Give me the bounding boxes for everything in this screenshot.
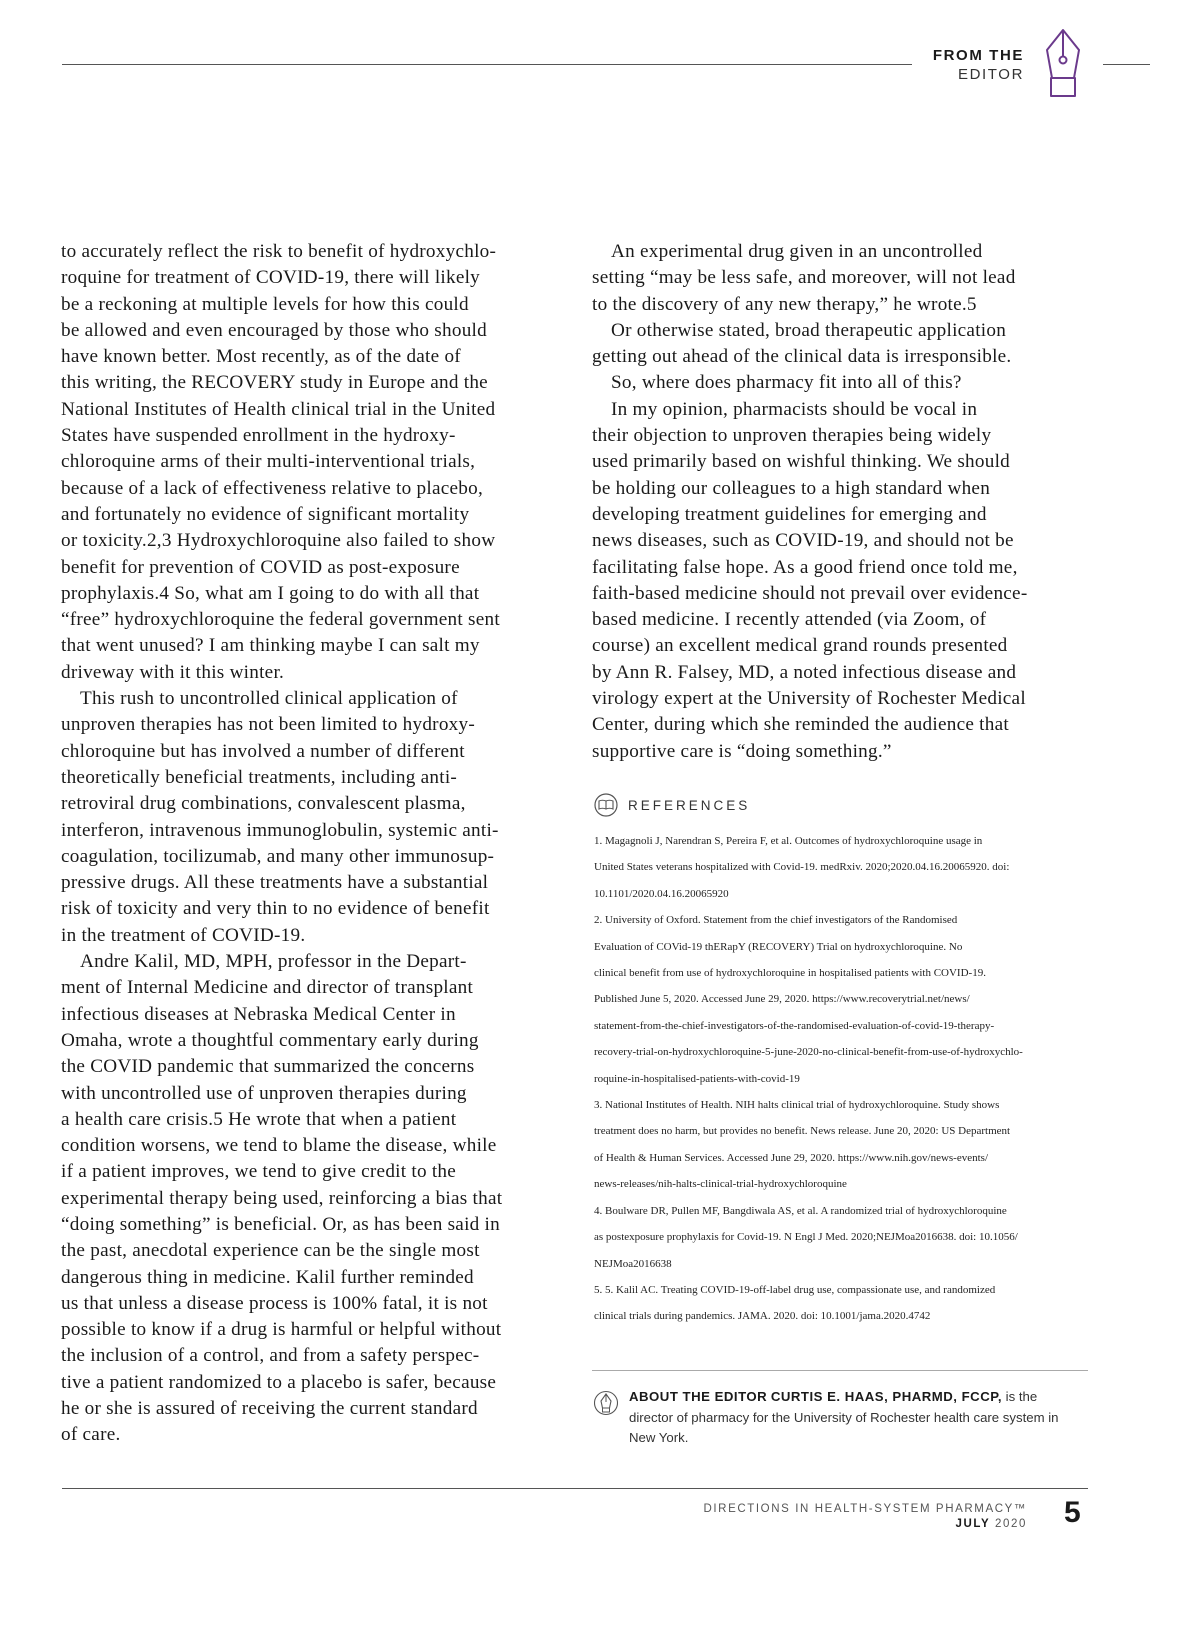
references-section: [594, 790, 1094, 1330]
pen-icon: [594, 1389, 618, 1417]
about-the-editor: [594, 1387, 1094, 1449]
footer-rule: [62, 1488, 1088, 1489]
references-title: REFERENCES: [628, 797, 751, 813]
article-paragraph: This rush to uncontrolled clinical application of unproven therapies has not been limited to hydroxy- chloroquine but has involved a number of different theoretically beneficial treatments, including anti- retroviral drug combinations, convalescent plasma, interferon, intravenous immunoglobulin, systemic anti- coagulation, tocilizumab, and many other immunosup- pressive drugs. All these treatments have a substantial risk of toxicity and very thin to no evidence of benefit in the treatment of COVID-19.: [61, 688, 499, 946]
reference-item: 5. 5. Kalil AC. Treating COVID-19-off-label drug use, compassionate use, and randomized clinical trials during pandemics. JAMA. 2020. doi: 10.1001/jama.2020.4742: [594, 1283, 996, 1323]
article-paragraph: Andre Kalil, MD, MPH, professor in the Depart- ment of Internal Medicine and director of transplant infectious diseases at Nebraska Medical Center in Omaha, wrote a thoughtful commentary early during the COVID pandemic that summarized the concerns with uncontrolled use of unproven therapies during a health care crisis.5 He wrote that when a patient condition worsens, we tend to blame the disease, while if a patient improves, we tend to give credit to the experimental therapy being used, reinforcing a bias that “doing something” is beneficial. Or, as has been said in the past, anecdotal experience can be the single most dangerous thing in medicine. Kalil further reminded us that unless a disease process is 100% fatal, it is not possible to know if a drug is harmful or helpful without the inclusion of a control, and from a safety perspec- tive a patient randomized to a placebo is safer, because he or she is assured of receiving the current standard of care.: [61, 951, 503, 1446]
section-title-line1: FROM THE: [932, 47, 1024, 64]
editor-bio: is the director of pharmacy for the University of Rochester health care system in New York.: [629, 1389, 1059, 1445]
publication-name: DIRECTIONS IN HEALTH-SYSTEM PHARMACY™: [703, 1503, 1027, 1515]
reference-item: 3. National Institutes of Health. NIH halts clinical trial of hydroxychloroquine. Study shows treatment does no harm, but provides no benefit. News release. June 20, 2020: US Department of Health & Human Services. Accessed June 29, 2020. https://www.nih.gov/news-events/ news-releases/nih-halts-clinical-trial-hydroxychloroquine: [594, 1099, 1011, 1191]
reference-item: 4. Boulware DR, Pullen MF, Bangdiwala AS, et al. A randomized trial of hydroxychloroquine as postexposure prophylaxis for Covid-19. N Engl J Med. 2020;NEJMoa2016638. doi: 10.1056/ NEJMoa2016638: [594, 1204, 1018, 1270]
header-rule-left: [62, 64, 912, 65]
article-paragraph: So, where does pharmacy fit into all of this?: [611, 372, 962, 394]
footer: [680, 1502, 1027, 1532]
pen-nib-icon: [1044, 28, 1082, 100]
reference-item: 2. University of Oxford. Statement from the chief investigators of the Randomised Evaluation of COVid-19 thERapY (RECOVERY) Trial on hydroxychloroquine. No clinical benefit from use of hydroxychloroquine in hospitalised patients with COVID-19. Published June 5, 2020. Accessed June 29, 2020. https://www.recoverytrial.net/news/ statement-from-the-chief-investigators-of-the-randomised-evaluation-of-covid-19-therapy- recovery-trial-on-hydroxychloroquine-5-june-2020-no-clinical-benefit-from-use-of-hydroxychlo- roquine-in-hospitalised-patients-with-covid-19: [594, 914, 1023, 1085]
references-header: [594, 790, 1094, 820]
article-paragraph: to accurately reflect the risk to benefit of hydroxychlo- roquine for treatment of COVID-19, there will likely be a reckoning at multiple levels for how this could be allowed and even encouraged by those who should have known better. Most recently, as of the date of this writing, the RECOVERY study in Europe and the National Institutes of Health clinical trial in the United States have suspended enrollment in the hydroxy- chloroquine arms of their multi-interventional trials, because of a lack of effectiveness relative to placebo, and fortunately no evidence of significant mortality or toxicity.2,3 Hydroxychloroquine also failed to show benefit for prevention of COVID as post-exposure prophylaxis.4 So, what am I going to do with all that “free” hydroxychloroquine the federal government sent that went unused? I am thinking maybe I can salt my driveway with it this winter.: [61, 241, 500, 683]
reference-item: 1. Magagnoli J, Narendran S, Pereira F, et al. Outcomes of hydroxychloroquine usage in United States veterans hospitalized with Covid-19. medRxiv. 2020;2020.04.16.20065920. doi: 10.1101/2020.04.16.20065920: [594, 835, 1010, 900]
section-title: [920, 46, 1024, 84]
reference-list: [594, 828, 1094, 1330]
article-paragraph: In my opinion, pharmacists should be vocal in their objection to unproven therapies being widely used primarily based on wishful thinking. We should be holding our colleagues to a high standard when developing treatment guidelines for emerging and news diseases, such as COVID-19, and should not be facilitating false hope. As a good friend once told me, faith-based medicine should not prevail over evidence- based medicine. I recently attended (via Zoom, of course) an excellent medical grand rounds presented by Ann R. Falsey, MD, a noted infectious disease and virology expert at the University of Rochester Medical Center, during which she reminded the audience that supportive care is “doing something.”: [592, 398, 1028, 762]
article-paragraph: An experimental drug given in an uncontrolled setting “may be less safe, and moreover, will not lead to the discovery of any new therapy,” he wrote.5: [592, 241, 1016, 315]
article-paragraph: Or otherwise stated, broad therapeutic application getting out ahead of the clinical data is irresponsible.: [592, 319, 1012, 368]
about-label: ABOUT THE EDITOR: [629, 1389, 768, 1404]
issue-date: [680, 1517, 1027, 1532]
editor-name: CURTIS E. HAAS, PHARMD, FCCP,: [770, 1389, 1002, 1404]
about-text: [629, 1387, 1069, 1449]
page-number: 5: [1064, 1496, 1081, 1529]
header-rule-right: [1103, 64, 1150, 65]
issue-month: JULY: [955, 1518, 991, 1530]
about-rule: [592, 1370, 1088, 1371]
article-column-left: [61, 239, 561, 1449]
issue-year: 2020: [995, 1518, 1027, 1530]
section-title-line2: EDITOR: [958, 66, 1024, 83]
book-icon: [594, 793, 618, 817]
article-column-right: [592, 239, 1092, 765]
